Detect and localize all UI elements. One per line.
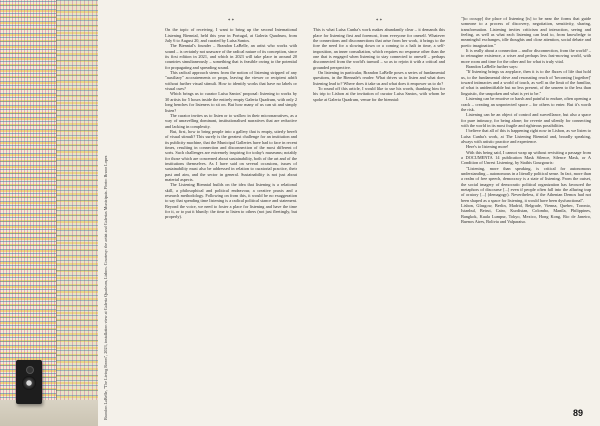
paragraph: But, first, how to bring people into a gallery that is empty, utterly bereft of visual stimuli? This surely is the greatest challenge for an institution and its publicity machine, that the Municipal Galleries have had to face in recent times, resulting in connection and disconnection of the most different of sorts. Such challenges are extremely inspiring for today's museums; notably for those which are concerned about sustainability, both of the art and of the institutions themselves. As I have said on several occasions, issues of sustainability must also be addressed in relation to curatorial practice, their past and aim, and the sector in general. Sustainability is not just about material aspects.: [165, 128, 297, 182]
paragraph: Lisbon, Glasgow, Berlin, Madrid, Belgrade, Vienna, Quebec, Toronto, Istanbul, Beirut, Cairo, Kurdistan, Colombo, Manila, Philippines, Bangkok, Kuala Lumpur, Tokyo, Mexico, Hong Kong, Rio de Janeiro, Buenos Aires, Bolivia and Valparaiso.: [461, 203, 591, 225]
page-number: 89: [573, 408, 584, 418]
patterned-wall-right: [56, 0, 98, 426]
paragraph: "If listening brings us anyplace, then it is to the fluxes of life that hold us, to the fundamental drive and resonating reach of 'becoming [together]' toward intimacies and a world of touch, as well as the limit of the familiar, of what is unidentifiable but no less present, of the unseen to the less than linguistic, the unspoken and what is yet to be.": [461, 69, 591, 96]
speaker-icon: [16, 360, 42, 404]
paragraph: Listening can be an object of control and surveillance, but also a space for pure intimacy, for being alone; for reverie and silently for connecting with the world in its most fragile and righteous possibilities.: [461, 112, 591, 128]
speaker-tweeter: [26, 366, 34, 374]
paragraph: Brandon LaBelle further says:: [466, 64, 518, 70]
gallery-floor: [0, 400, 98, 426]
text-column-2: [313, 16, 445, 102]
text-column-3: [461, 16, 591, 224]
paragraph: On listening in particular, Brandon LaBelle poses a series of fundamental questions, in the Biennale's reader: What drives us to listen and what does listening lead to? Where does it take us and what does it empower us to do?: [313, 70, 445, 86]
paragraph: Listening can be emotive or harsh and painful to endure, often opening a crack – creating an unprotected space – for others to enter. But it's worth the risk.: [461, 96, 591, 112]
section-separator: * *: [227, 19, 235, 24]
paragraph: The Listening Biennial builds on the idea that listening is a relational skill, a philosophical and political endeavour, a creative praxis and a research methodology. Following on from this, it would be no exaggeration to say that spending time listening is a radical political stance and statement. Beyond the voice, we need to foster a place for listening and have the time for it, or to put it bluntly: the time to listen to others (not just fleetingly, but properly).: [165, 182, 297, 220]
paragraph: On the topic of receiving, I want to bring up the second International Listening Biennial, held this year in Portugal, at Galeria Quadrum, from July 6 to August 20, and curated by Luísa Santos.: [165, 27, 297, 44]
paragraph: The Biennial's founder – Brandon LaBelle, an artist who works with sound – is certainly not unaware of the radical nature of its conception, since its first edition in 2021, and which in 2023 will take place in around 20 countries simultaneously – something that is feasible owing to the potential for propagating and spreading sound.: [165, 43, 297, 70]
speaker-cone: [22, 376, 36, 390]
paragraph: With this being said, I cannot wrap up without revisiting a passage from a DOCUMENTA 14 publication Mask Silence, Silence Mask, or A Condition of Unrest Listening, by Stathis Gourgouris:: [461, 149, 591, 166]
text-column-1: [165, 16, 297, 220]
paragraph: This radical approach stems from the notion of listening stripped of any "auxiliary" accoutrements or props, leaving the viewer or recipient adrift without further visual stimuli. How to identify works that have no labels or visual cues?: [165, 70, 297, 92]
paragraph: Which brings us to curator Luísa Santos' proposal: listening to works by 30 artists for 5 hours inside the entirely empty Galeria Quadrum, with only 2 long benches for listeners to sit on. But how many of us can sit and simply listen?: [165, 91, 297, 113]
paragraph: Here's to listening more!: [466, 144, 509, 150]
photo-caption: Brandon LaBelle, "The Living Room", 2023, installation view at Galeria Quadrum, Lisbon. Courtesy: the artist and Galerias Municipais. Photo: Bruno Lopes: [103, 155, 108, 420]
paragraph: The curator invites us to listen or to wallow in their micronarratives, as a way of unravelling dominant, institutionalised narratives that are reductive and lacking in complexity.: [165, 112, 297, 129]
paragraph: "[to occupy] the place of listening [is] to be near the forms that guide someone to a process of discovery, negotiation, sensitivity, sharing, transformation. Listening invites criticism and interaction, seeing and feeling, as well as what each listening can lead to, from knowledge to meaningful exchanges, idle thoughts and close attention, social debate and poetic imagination.": [461, 16, 591, 48]
section-separator: * *: [375, 19, 383, 24]
paragraph: It is really about a connection – and/or disconnection, from the world? – to reimagine existence, a wiser and perhaps less fast-moving world, with more room and time for the other and for what is truly vital.: [461, 48, 591, 64]
gallery-photo: [0, 0, 98, 426]
paragraph: "Listening, more than speaking, is critical for autonomous understanding – autonomous in a literally political sense. In fact, more than a realm of free speech, democracy is a state of listening. From the outset, the social imagery of democratic political organization has favoured the metaphors of discourse [...] even if people often fall into the alluring trap of oratory [...] (demagogy). Nevertheless, if the Athenian Demos had not been shaped as a space for listening, it would have been dysfunctional".: [461, 165, 591, 203]
wall-corner: [56, 0, 57, 426]
paragraph: This is what Luísa Cunha's work makes abundantly clear – it demands this place for listening first and foremost, from everyone for oneself. Whatever the connections and disconnections that arise from her work, it brings to the fore the need for a slowing down or a coming to a halt in time, a self-imposition, an inner consultation, which requires no response other than the one that is engaged when listening to stay connected to oneself – perhaps disconnected from the world's turmoil – so as to rejoin it with a critical and grounded perspective.: [313, 27, 445, 70]
paragraph: To round off this article, I would like to use his words, thanking him for his trip to Lisbon at the invitation of curator Luísa Santos, with whom he spoke at Galeria Quadrum, venue for the biennial:: [313, 86, 445, 102]
paragraph: I believe that all of this is happening right now in Lisbon, as we listen to Luísa Cunha's work, at The Listening Biennial and, broadly speaking, always with artistic practice and experience.: [461, 128, 591, 144]
